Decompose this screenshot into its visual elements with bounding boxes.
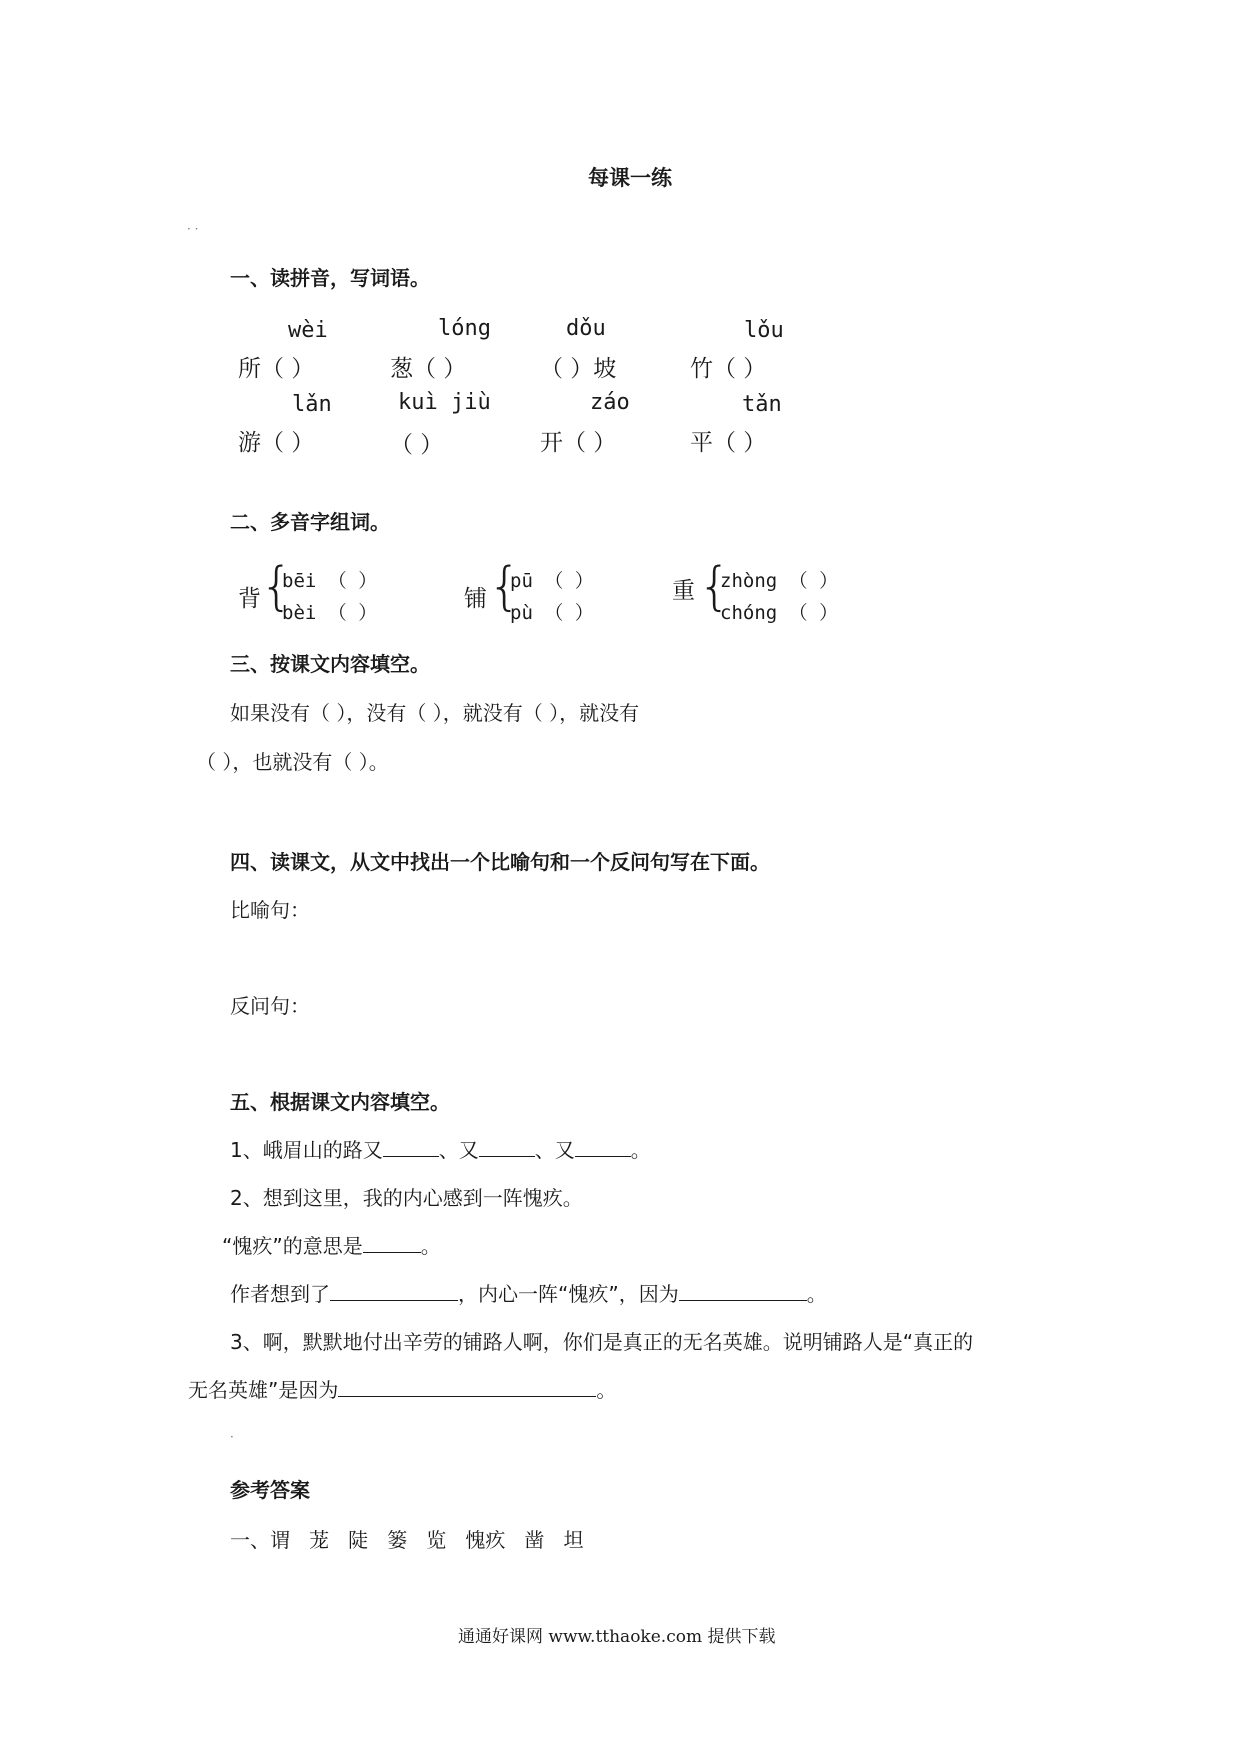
word-cell: 平（ ） [690, 430, 767, 456]
fill-line: 如果没有（ ），没有（ ），就没有（ ），就没有 [230, 701, 640, 725]
word-cell: 葱（ ） [390, 356, 467, 382]
pinyin: wèi [288, 318, 328, 343]
word-cell: （ ）坡 [540, 356, 617, 382]
brace-symbol: { [260, 557, 294, 617]
section-4-heading: 四、读课文，从文中找出一个比喻句和一个反问句写在下面。 [230, 850, 770, 874]
footer-text: 通通好课网 www.tthaoke.com 提供下载 [458, 1627, 776, 1647]
question-text: 、又 [438, 1138, 479, 1162]
question-text: 无名英雄”是因为 [188, 1378, 339, 1402]
question-text: “愧疚”的意思是 [222, 1234, 363, 1258]
answer-blank[interactable] [383, 1138, 439, 1157]
answers-heading: 参考答案 [230, 1478, 310, 1502]
section-2-heading: 二、多音字组词。 [230, 510, 390, 534]
question-text: 。 [630, 1138, 651, 1162]
pinyin: lóng [438, 316, 491, 341]
question-2a [222, 1230, 441, 1259]
question-1 [230, 1134, 651, 1163]
rhetorical-label: 反问句： [230, 994, 310, 1018]
stray-mark: · · [187, 222, 199, 236]
word-cell: 竹（ ） [690, 356, 767, 382]
polyphone-reading: pù （ ） [510, 602, 594, 624]
polyphone-reading: chóng （ ） [720, 602, 839, 624]
stray-mark: · [230, 1430, 234, 1444]
question-text: ，内心一阵“愧疚”，因为 [458, 1282, 679, 1306]
pinyin: dǒu [566, 316, 606, 341]
pinyin: záo [590, 390, 630, 415]
word-cell: 所（ ） [238, 356, 315, 382]
brace-symbol: { [698, 557, 732, 617]
question-text: 1、峨眉山的路又 [230, 1138, 383, 1162]
section-5-heading: 五、根据课文内容填空。 [230, 1090, 450, 1114]
polyphone-reading: zhòng （ ） [720, 570, 839, 592]
polyphone-reading: bēi （ ） [282, 570, 378, 592]
question-3-continued [188, 1374, 616, 1403]
question-2: 2、想到这里，我的内心感到一阵愧疚。 [230, 1186, 583, 1210]
simile-label: 比喻句： [230, 898, 310, 922]
pinyin: tǎn [742, 392, 782, 417]
question-3: 3、啊，默默地付出辛劳的铺路人啊，你们是真正的无名英雄。说明铺路人是“真正的 [230, 1330, 974, 1354]
pinyin: kuì jiù [398, 390, 491, 415]
brace-symbol: { [488, 557, 522, 617]
polyphone-char: 背 [238, 586, 261, 612]
question-2b [230, 1278, 827, 1307]
answer-blank[interactable] [575, 1138, 631, 1157]
question-text: 。 [596, 1378, 617, 1402]
question-text: 、又 [534, 1138, 575, 1162]
section-3-heading: 三、按课文内容填空。 [230, 652, 430, 676]
word-cell: 游（ ） [238, 430, 315, 456]
fill-line: （ ），也就没有（ ）。 [196, 750, 389, 774]
pinyin: lǎn [292, 392, 332, 417]
answer-blank[interactable] [479, 1138, 535, 1157]
section-1-heading: 一、读拼音，写词语。 [230, 266, 430, 290]
word-cell: 开（ ） [540, 430, 617, 456]
answers-line: 一、谓 茏 陡 篓 览 愧疚 凿 坦 [230, 1528, 584, 1552]
polyphone-char: 重 [672, 578, 695, 604]
answer-blank[interactable] [330, 1282, 458, 1301]
polyphone-char: 铺 [464, 586, 487, 612]
answer-blank[interactable] [338, 1378, 596, 1397]
question-text: 。 [420, 1234, 441, 1258]
answer-blank[interactable] [679, 1282, 807, 1301]
pinyin: lǒu [744, 318, 784, 343]
polyphone-reading: bèi （ ） [282, 602, 378, 624]
word-cell: （ ） [390, 432, 444, 458]
polyphone-reading: pū （ ） [510, 570, 594, 592]
question-text: 作者想到了 [230, 1282, 330, 1306]
answer-blank[interactable] [363, 1234, 421, 1253]
page-title: 每课一练 [588, 166, 672, 190]
question-text: 。 [806, 1282, 827, 1306]
